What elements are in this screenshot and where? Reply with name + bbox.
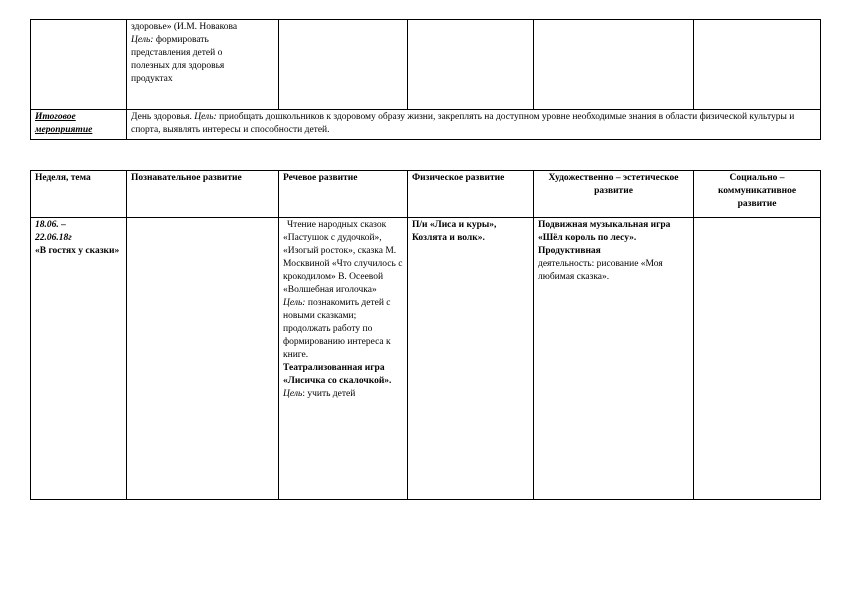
goal-text: формировать [153, 35, 209, 45]
header-social: Социально – коммуникативное развитие [694, 171, 821, 218]
final-event-goal-text: приобщать дошкольников к здоровому образу жизни, закреплять на доступном уровне необходимые знания в области физической культуры и спорта, выявлять интересы и способности детей. [131, 112, 795, 135]
top-table [30, 19, 821, 140]
artistic-cell [534, 218, 694, 500]
week-theme: «В гостях у сказки» [35, 246, 120, 256]
top-cell-empty [534, 20, 694, 110]
final-event-label: Итоговое мероприятие [31, 110, 127, 140]
reading-list: Чтение народных сказок «Пастушок с дудочкой», «Изогый росток», сказка М. Москвиной «Что случилось с крокодилом» В. Осеевой «Волшебная иголочка» [283, 220, 403, 295]
speech-goal-label: Цель: [283, 298, 306, 308]
top-cell-empty [31, 20, 127, 110]
final-event-goal-label: Цель: [194, 112, 217, 122]
activity-text-line: продуктах [131, 74, 173, 84]
header-speech: Речевое развитие [279, 171, 408, 218]
activity-text-line: полезных для здоровья [131, 61, 225, 71]
nutrition-activity-cell [127, 20, 279, 110]
week-dates: 22.06.18г [35, 233, 72, 243]
activity-text-line: представления детей о [131, 48, 223, 58]
speech-goal-text: познакомить детей с новыми сказками; продолжать работу по формированию интереса к книге. [283, 298, 391, 360]
week-cell [31, 218, 127, 500]
cognitive-cell [127, 218, 279, 500]
final-event-title: День здоровья. [131, 112, 192, 122]
header-physical: Физическое развитие [408, 171, 534, 218]
header-cognitive: Познавательное развитие [127, 171, 279, 218]
header-artistic: Художественно – эстетическое развитие [534, 171, 694, 218]
top-cell-empty [694, 20, 821, 110]
speech-goal2-label: Цель [283, 389, 303, 399]
top-cell-empty [279, 20, 408, 110]
speech-cell [279, 218, 408, 500]
music-game: Подвижная музыкальная игра «Шёл король по лесу». [538, 220, 671, 243]
theatre-game: Театрализованная игра «Лисичка со скалочкой». [283, 363, 392, 386]
final-event-description [127, 110, 821, 140]
goal-label: Цель: [131, 35, 154, 45]
physical-cell [408, 218, 534, 500]
top-cell-empty [408, 20, 534, 110]
productive-label: Продуктивная [538, 246, 601, 256]
activity-text-line: здоровье» (И.М. Новакова [131, 22, 238, 32]
header-week: Неделя, тема [31, 171, 127, 218]
social-cell [694, 218, 821, 500]
plan-table [30, 170, 821, 500]
week-dates: 18.06. – [35, 220, 66, 230]
speech-goal2-text: : учить детей [302, 389, 356, 399]
outdoor-games: П/и «Лиса и куры», Козлята и волк». [412, 220, 497, 243]
productive-activity: деятельность: рисование «Моя любимая сказка». [538, 259, 663, 282]
